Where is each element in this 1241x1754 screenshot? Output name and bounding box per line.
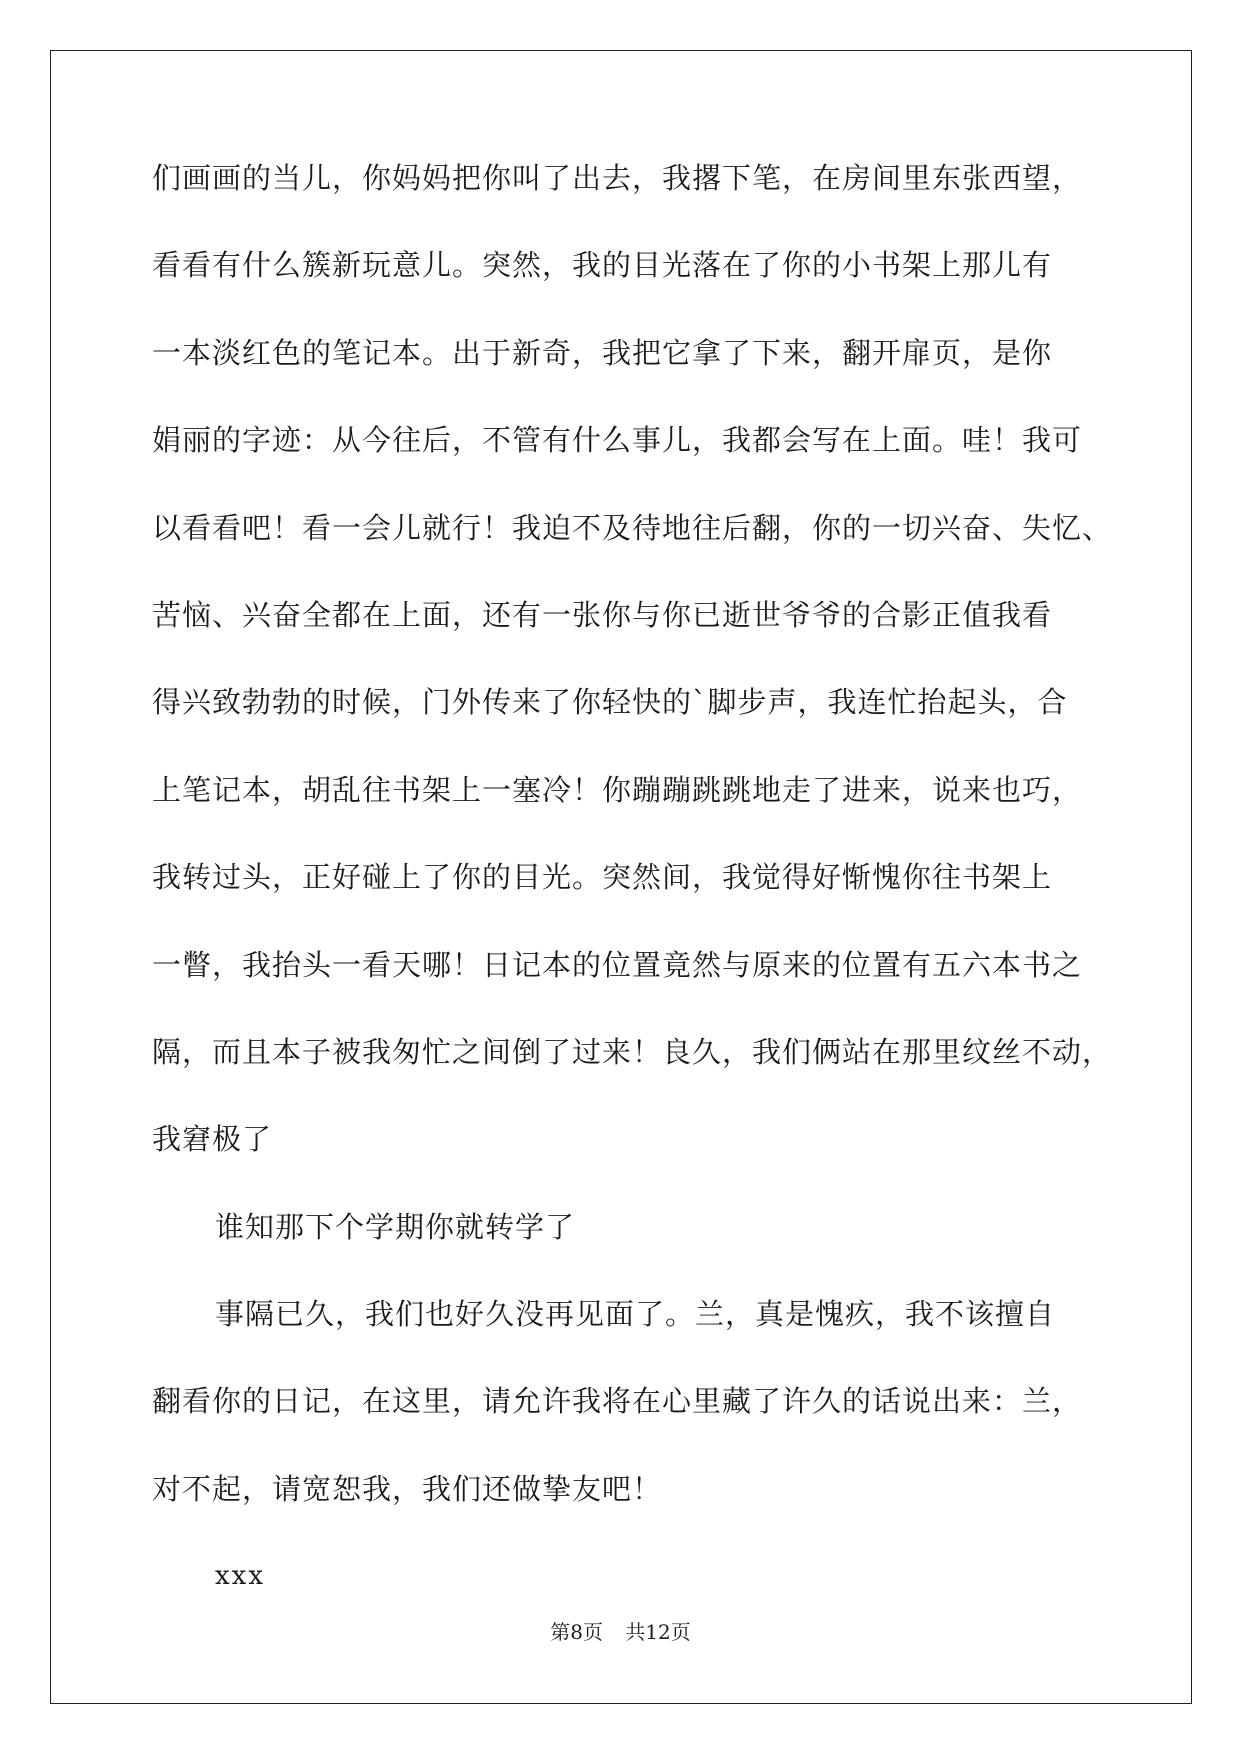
paragraph-line: 谁知那下个学期你就转学了 <box>215 1209 576 1244</box>
text-line: 我转过头，正好碰上了你的目光。突然间，我觉得好惭愧你往书架上 <box>152 860 1053 895</box>
text-line: 以看看吧！看一会儿就行！我迫不及待地往后翻，你的一切兴奋、失忆、 <box>152 510 1113 545</box>
paragraph-line: 事隔已久，我们也好久没再见面了。兰，真是愧疚，我不该擅自 <box>215 1297 1056 1332</box>
text-line: 隔，而且本子被我匆忙之间倒了过来！良久，我们俩站在那里纹丝不动， <box>152 1034 1113 1069</box>
text-line: 苦恼、兴奋全都在上面，还有一张你与你已逝世爷爷的合影正值我看 <box>152 597 1053 632</box>
page-number: 第8页 <box>550 1620 603 1644</box>
text-line: 对不起，请宽恕我，我们还做挚友吧！ <box>152 1471 663 1506</box>
text-line: 得兴致勃勃的时候，门外传来了你轻快的`脚步声，我连忙抬起头，合 <box>152 685 1068 720</box>
document-body <box>152 158 1112 1644</box>
text-line: 娟丽的字迹：从今往后，不管有什么事儿，我都会写在上面。哇！我可 <box>152 423 1083 458</box>
page-total: 共12页 <box>625 1620 691 1644</box>
signature: xxx <box>215 1561 265 1592</box>
text-line: 翻看你的日记，在这里，请允许我将在心里藏了许久的话说出来：兰， <box>152 1384 1083 1419</box>
text-line: 上笔记本，胡乱往书架上一塞冷！你蹦蹦跳跳地走了进来，说来也巧， <box>152 772 1083 807</box>
text-line: 一本淡红色的笔记本。出于新奇，我把它拿了下来，翻开扉页，是你 <box>152 335 1053 370</box>
text-line: 看看有什么簇新玩意儿。突然，我的目光落在了你的小书架上那儿有 <box>152 248 1053 283</box>
text-line: 我窘极了 <box>152 1122 273 1157</box>
page-footer <box>0 1620 1241 1644</box>
text-line: 一瞥，我抬头一看天哪！日记本的位置竟然与原来的位置有五六本书之 <box>152 947 1083 982</box>
text-line: 们画画的当儿，你妈妈把你叫了出去，我撂下笔，在房间里东张西望， <box>152 161 1083 195</box>
